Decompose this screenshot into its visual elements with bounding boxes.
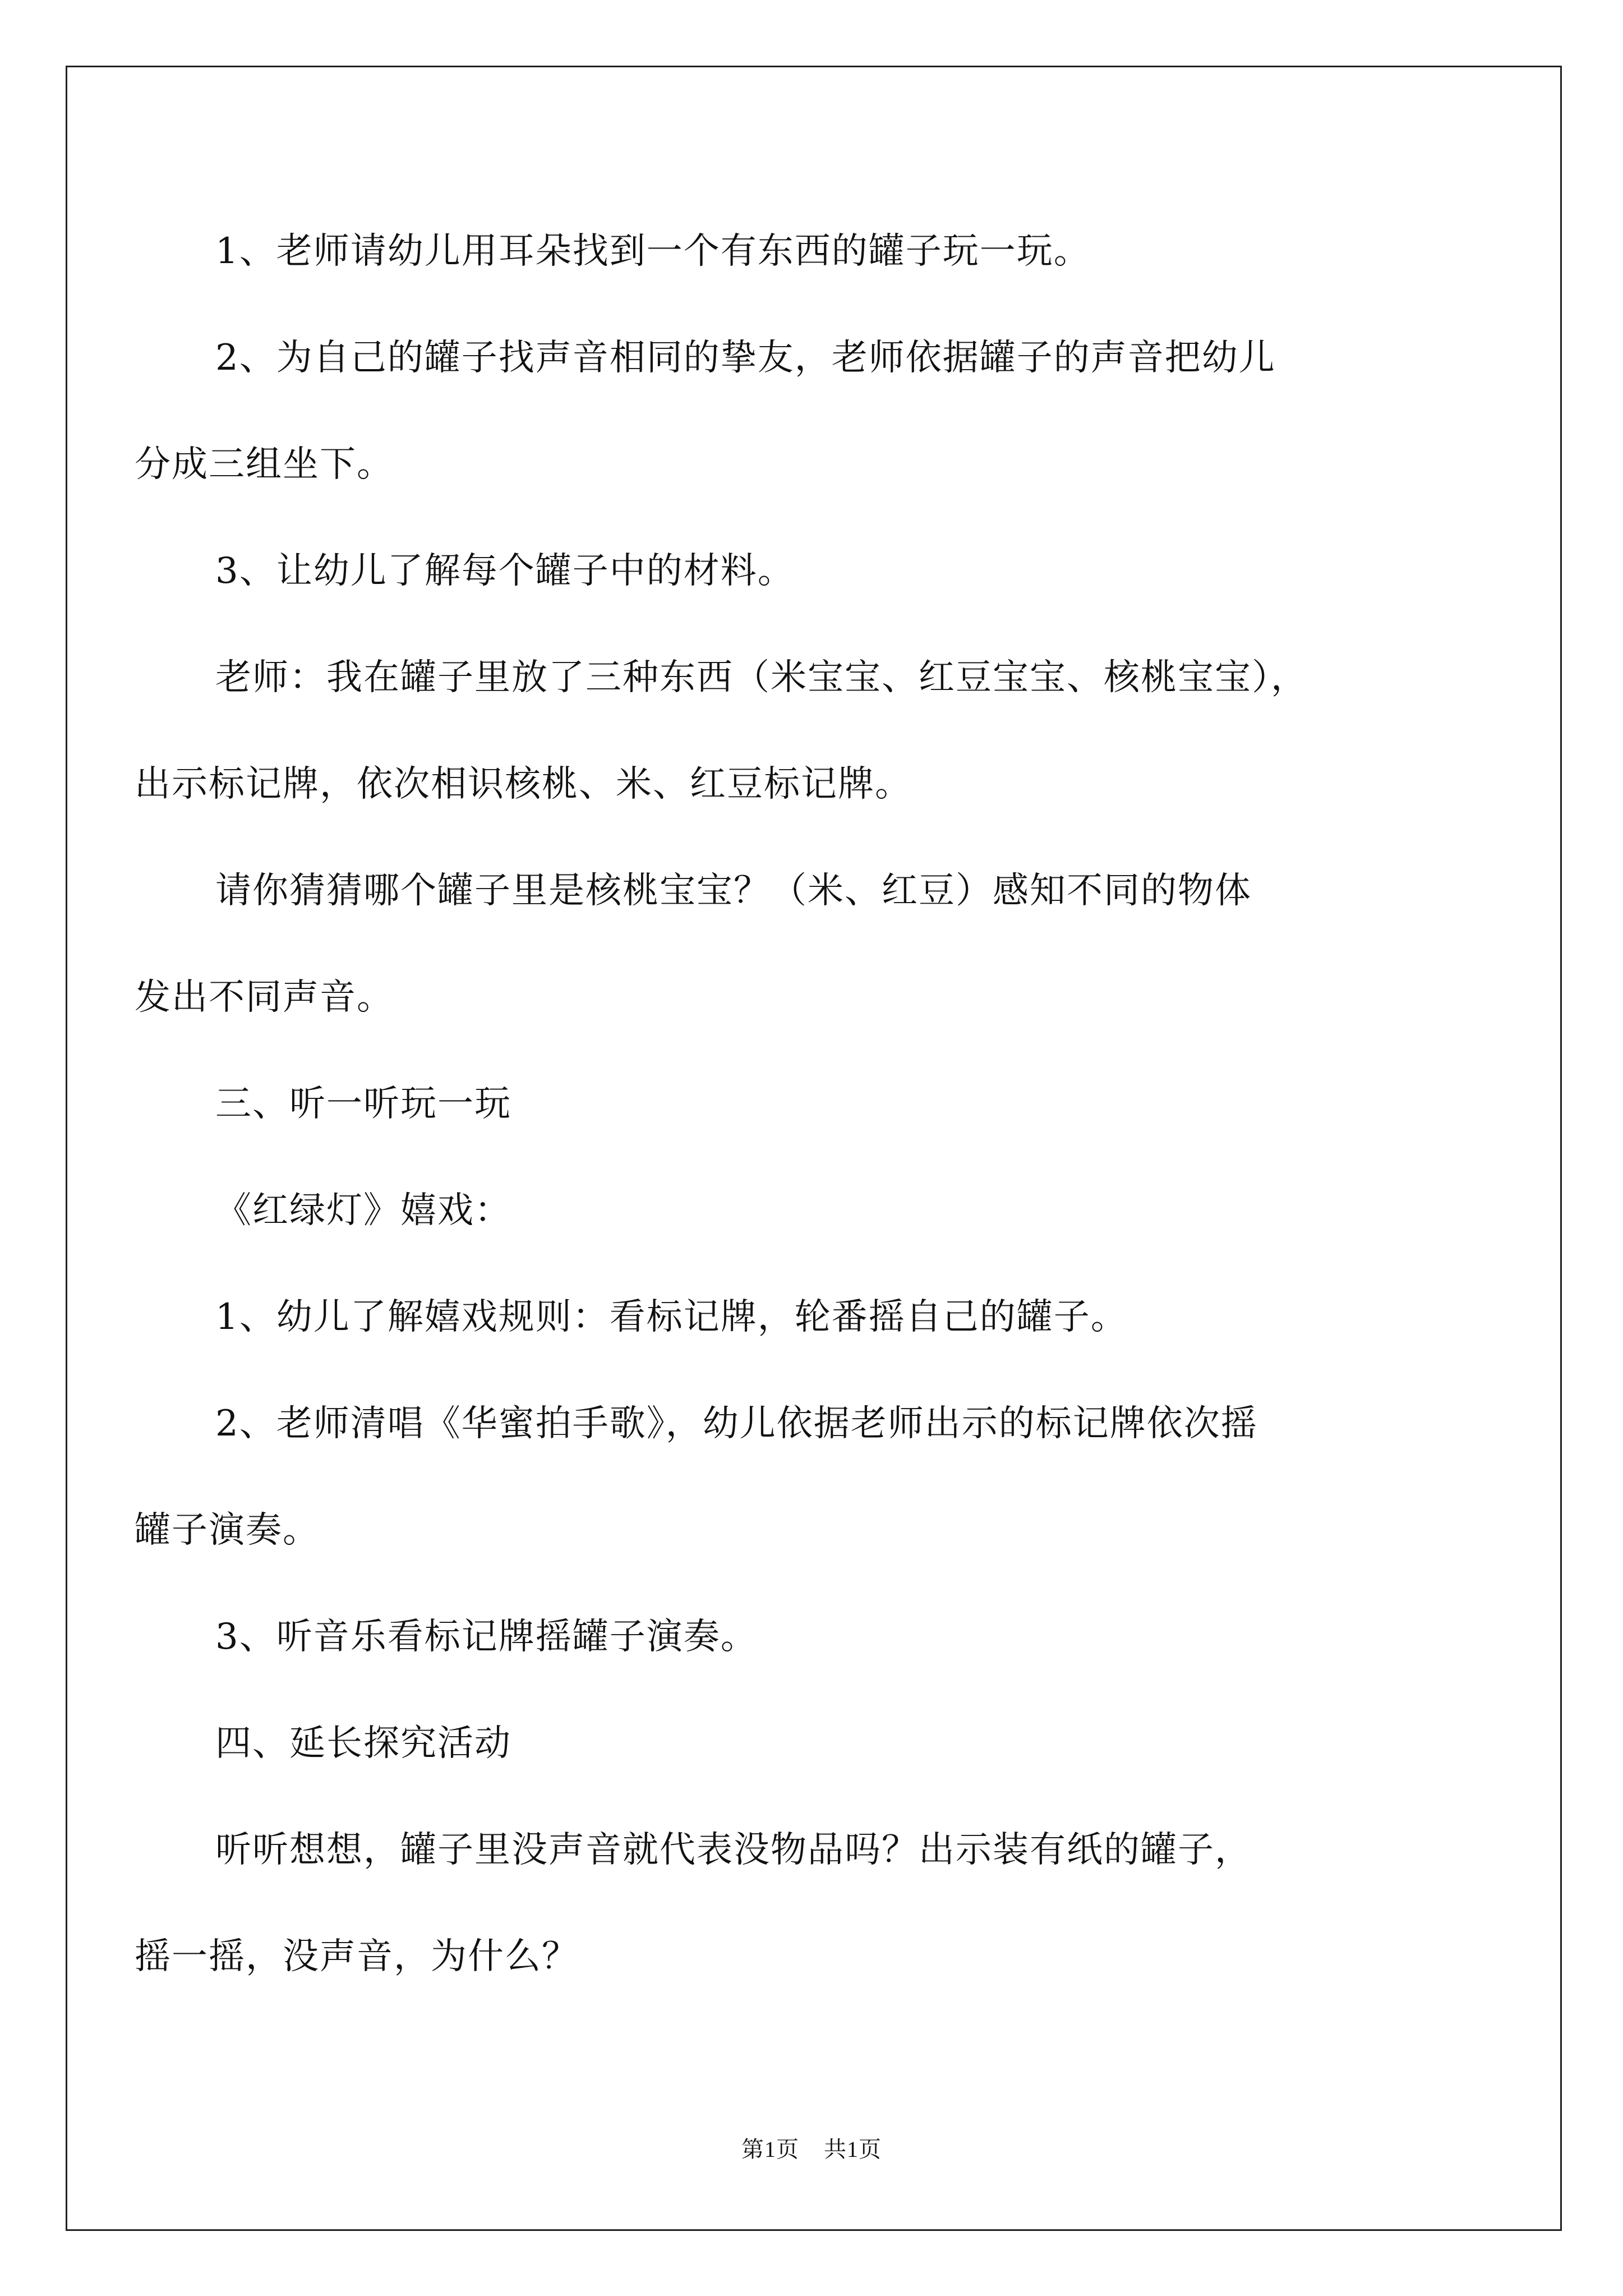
paragraph-extension-cont: 摇一摇，没声音，为什么？ <box>135 1936 579 1977</box>
paragraph-game-title: 《红绿灯》嬉戏： <box>215 1190 511 1231</box>
paragraph-step-3: 3、让幼儿了解每个罐子中的材料。 <box>215 550 795 592</box>
paragraph-guess-cont: 发出不同声音。 <box>135 977 394 1018</box>
paragraph-extension: 听听想想，罐子里没声音就代表没物品吗？出示装有纸的罐子， <box>215 1829 1252 1871</box>
paragraph-game-step-1: 1、幼儿了解嬉戏规则：看标记牌，轮番摇自己的罐子。 <box>215 1296 1128 1338</box>
page-number: 第1页 <box>741 2137 799 2162</box>
section-heading-3: 三、听一听玩一玩 <box>215 1083 511 1125</box>
page-footer <box>0 2138 1623 2161</box>
section-heading-4: 四、延长探究活动 <box>215 1723 511 1764</box>
paragraph-step-2: 2、为自己的罐子找声音相同的挚友，老师依据罐子的声音把幼儿 <box>215 337 1276 379</box>
page-total: 共1页 <box>824 2137 882 2162</box>
paragraph-game-step-2-cont: 罐子演奏。 <box>135 1510 320 1551</box>
page-border <box>66 66 1562 2231</box>
paragraph-teacher-line: 老师：我在罐子里放了三种东西（米宝宝、红豆宝宝、核桃宝宝）， <box>215 657 1308 698</box>
paragraph-game-step-2: 2、老师清唱《华蜜拍手歌》，幼儿依据老师出示的标记牌依次摇 <box>215 1403 1258 1444</box>
paragraph-step-1: 1、老师请幼儿用耳朵找到一个有东西的罐子玩一玩。 <box>215 231 1091 272</box>
paragraph-guess: 请你猜猜哪个罐子里是核桃宝宝？（米、红豆）感知不同的物体 <box>215 870 1252 912</box>
paragraph-teacher-line-cont: 出示标记牌，依次相识核桃、米、红豆标记牌。 <box>135 763 912 805</box>
paragraph-step-2-cont: 分成三组坐下。 <box>135 444 394 485</box>
paragraph-game-step-3: 3、听音乐看标记牌摇罐子演奏。 <box>215 1616 758 1658</box>
